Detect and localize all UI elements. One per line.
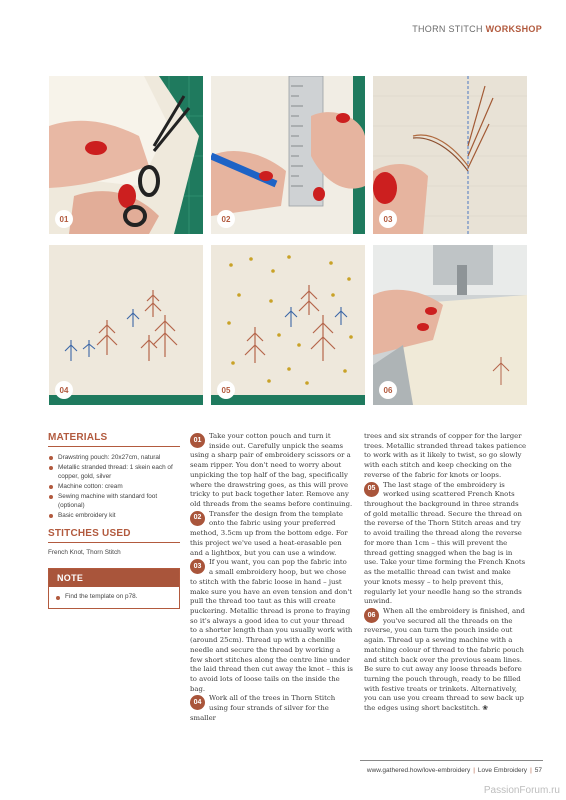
watermark: PassionForum.ru [483, 785, 560, 796]
header-title-part2: WORKSHOP [485, 24, 542, 34]
footer-rule [360, 760, 543, 761]
step-number-badge: 06 [364, 608, 379, 623]
photo-step-03 [373, 76, 527, 234]
footer [367, 767, 542, 774]
footer-url: www.gathered.how/love-embroidery [366, 767, 471, 774]
step-text: Transfer the design from the template onto the fabric using your preferred method, 3.5cm up from the bottom edge. For this project we've used a heat-erasable pen and a lightbox, but you can use a window. [190, 509, 348, 557]
stitches-text: French Knot, Thorn Stitch [48, 549, 121, 556]
step-paragraph [190, 694, 353, 723]
step-paragraph [190, 558, 353, 694]
note-text: Find the template on p78. [49, 587, 179, 608]
footer-magazine: Love Embroidery [477, 767, 528, 774]
step-text: The last stage of the embroidery is worked using scattered French Knots throughout the background in three strands of gold metallic thread. Secure the thread on the reverse of the Thorn Stitch areas and try to avoid trailing the thread along the reverse for more than 1cm – this will prevent the thread getting snagged when the bag is in use. Take your time forming the French Knots as the metallic thread can twist and make your knots messy – to help prevent this, regularly let your needle hang so the strands unwind. [364, 480, 526, 606]
step-paragraph [190, 510, 353, 559]
thorn-stitch-image [373, 76, 527, 234]
header-title-part1: THORN STITCH [412, 24, 486, 34]
end-mark-icon: ❀ [482, 704, 489, 713]
step-number-badge: 02 [190, 511, 205, 526]
sewing-machine-image [373, 245, 527, 405]
photo-step-04 [49, 245, 203, 405]
step-number-badge: 03 [190, 559, 205, 574]
materials-item: Machine cotton: cream [48, 482, 180, 491]
photo-number-badge: 05 [217, 381, 235, 399]
photo-number-badge: 06 [379, 381, 397, 399]
step-text: If you want, you can pop the fabric into a small embroidery hoop, but we chose to stitch with the fabric loose in hand – just make sure you have an even tension and don't pull the thread too taut as this will create puckering. Metallic thread is prone to fraying so it's always a good idea to cut your thread to a shorter length than you usually work with (around 25cm). Thread up with a chenille needle and secure the thread by working a few short stitches along the centre line under the laid thread then cut away the knot – this is to avoid lots of loose tails on the inside the bag. [190, 558, 353, 693]
materials-item: Metallic stranded thread: 1 skein each of copper, gold, silver [48, 463, 180, 481]
step-number-badge: 04 [190, 695, 205, 710]
sidebar [48, 432, 180, 609]
step-continuation: trees and six strands of copper for the larger trees. Metallic stranded thread takes patience to work with as it likely to twist, so go slowly with each stitch and keep checking on the reverse of the fabric for knots or loops. [364, 432, 527, 479]
french-knots-image [211, 245, 365, 405]
materials-item: Sewing machine with standard foot (optional) [48, 492, 180, 510]
note-heading: NOTE [49, 569, 179, 587]
materials-item: Basic embroidery kit [48, 511, 180, 520]
photo-step-01 [49, 76, 203, 234]
step-text: Work all of the trees in Thorn Stitch using four strands of silver for the smaller [190, 694, 336, 722]
footer-separator: | [473, 767, 475, 774]
materials-item: Drawstring pouch: 20x27cm, natural [48, 453, 180, 462]
body-column-1 [190, 432, 353, 724]
body-column-2 [364, 432, 527, 714]
materials-heading: MATERIALS [48, 432, 180, 447]
step-number-badge: 05 [364, 482, 379, 497]
note-box [48, 568, 180, 609]
page-number: 57 [534, 767, 542, 774]
photo-number-badge: 04 [55, 381, 73, 399]
step-paragraph [190, 432, 353, 510]
photo-number-badge: 03 [379, 210, 397, 228]
trees-embroidery-image [49, 245, 203, 405]
stitches-heading: STITCHES USED [48, 528, 180, 543]
photo-number-badge: 02 [217, 210, 235, 228]
step-text: When all the embroidery is finished, and you've secured all the threads on the reverse, you can turn the pouch inside out again. Thread up a sewing machine with a matching colour of thread to the fabric pouch and stitch back over the previous seam lines. Be sure to cut away any loose threads before turning the pouch through, ready to be filled with festive treats or trinkets. Alternatively, you can use you cream thread to sew back up the edges using short backstitch. [364, 606, 525, 713]
materials-list [48, 453, 180, 520]
photo-step-06 [373, 245, 527, 405]
step-number-badge: 01 [190, 433, 205, 448]
photo-step-02 [211, 76, 365, 234]
scissors-unpicking-image [49, 76, 203, 234]
running-header [412, 24, 542, 34]
photo-step-05 [211, 245, 365, 405]
step-paragraph [364, 481, 527, 607]
step-paragraph [364, 607, 527, 714]
photo-number-badge: 01 [55, 210, 73, 228]
footer-separator: | [530, 767, 532, 774]
ruler-pen-image [211, 76, 365, 234]
step-text: Take your cotton pouch and turn it inside out. Carefully unpick the seams using a sharp pair of embroidery scissors or a seam ripper. You don't need to worry about unpicking the top half of the bag, specifically where the drawstring goes, as this will prove tricky to put back together later. Remove any old threads from the seams before continuing. [190, 432, 353, 509]
